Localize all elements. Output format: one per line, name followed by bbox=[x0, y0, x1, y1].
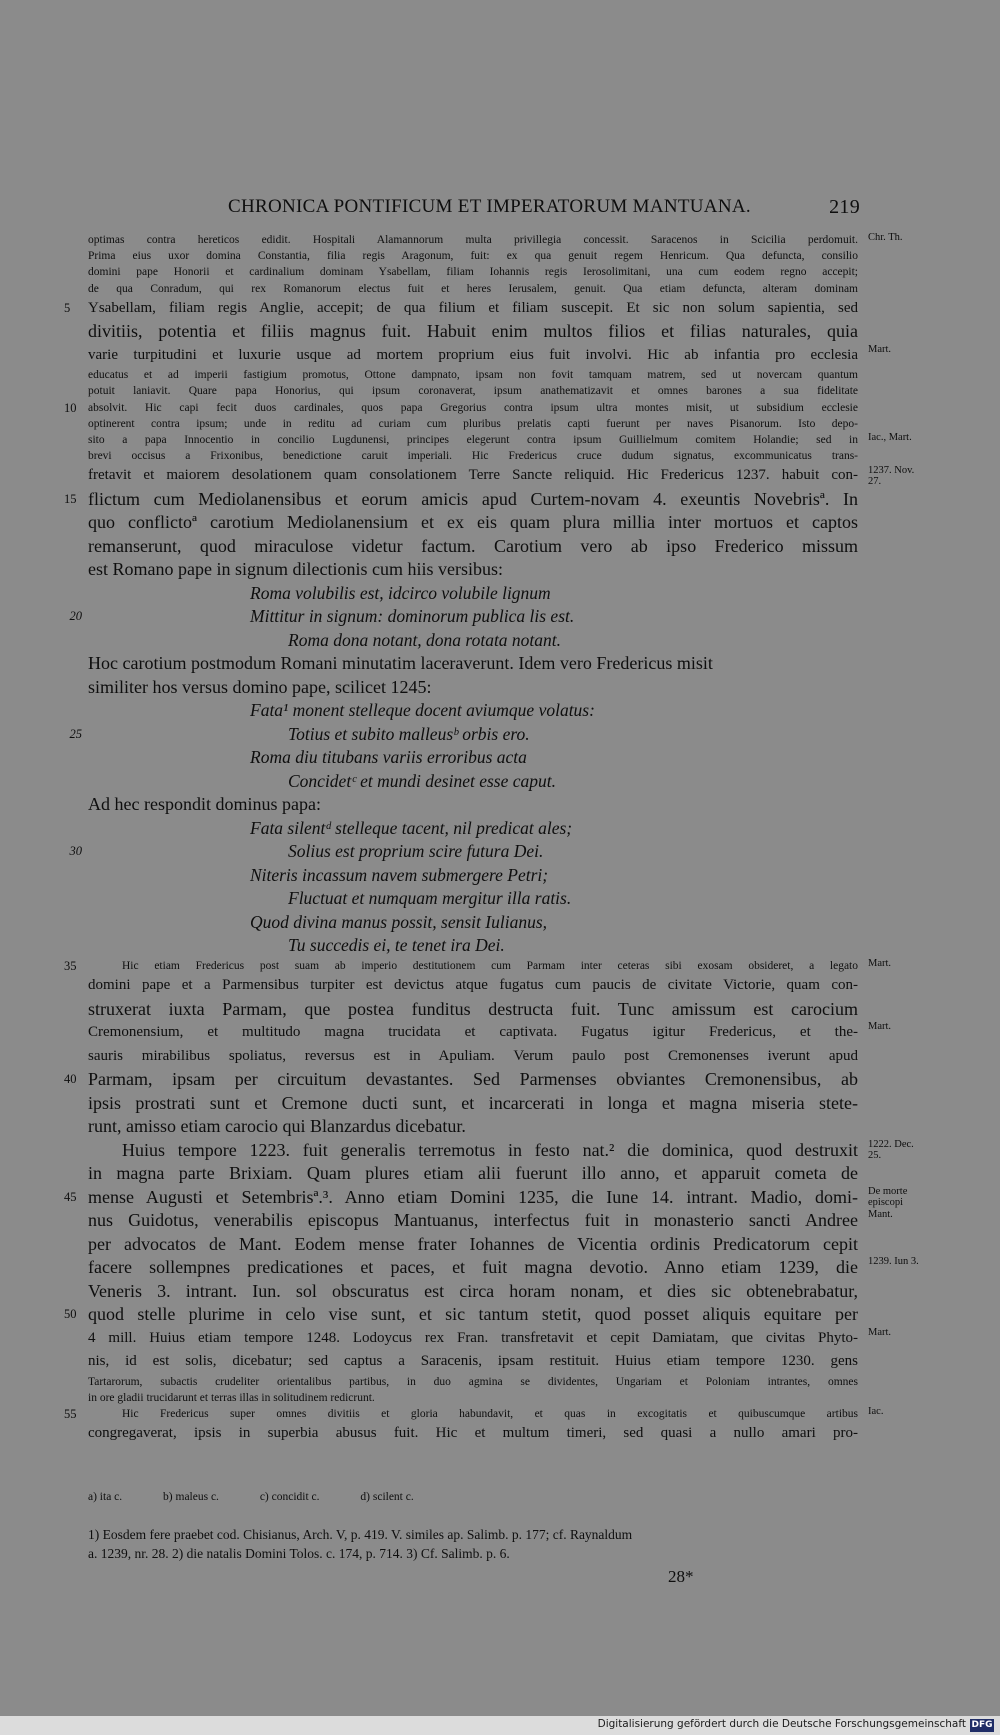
variant-note: a) ita c. bbox=[88, 1491, 123, 1503]
text-line bbox=[64, 297, 858, 321]
line-text: congregaverat, ipsis in superbia abusus fuit. Hic et multum timeri, sed quasi a nullo amari pro- bbox=[88, 1425, 858, 1442]
line-text: Parmam, ipsam per circuitum devastantes. Sed Parmenses obviantes Cremonensibus, ab bbox=[88, 1069, 858, 1090]
line-number: 50 bbox=[64, 1307, 77, 1322]
line-text: Hoc carotium postmodum Romani minutatim laceraverunt. Idem vero Fredericus misit bbox=[88, 653, 713, 674]
line-text: ipsis prostrati sunt et Cremone ducti sunt, et incarcerati in longa et magna miseria stete- bbox=[88, 1092, 858, 1113]
margin-note: Chr. Th. bbox=[868, 232, 903, 243]
text-line bbox=[88, 383, 858, 399]
line-text: remanserunt, quod miraculose videtur factum. Carotium vero ab ipso Frederico missum bbox=[88, 535, 858, 556]
variant-note: d) scilent c. bbox=[360, 1491, 414, 1503]
line-text: Fluctuat et numquam mergitur illa ratis. bbox=[288, 888, 572, 909]
line-text: Totius et subito malleusᵇ orbis ero. bbox=[288, 723, 530, 744]
main-text bbox=[64, 232, 858, 1446]
credit-text: Digitalisierung gefördert durch die Deutsche Forschungsgemeinschaft bbox=[597, 1718, 966, 1730]
text-line bbox=[88, 448, 858, 464]
line-text: potuit laniavit. Quare papa Honorius, qui ipsum coronaverat, ipsum anathematizavit et omnes barones a sua fidelitate bbox=[88, 385, 858, 398]
text-line bbox=[88, 1422, 858, 1446]
text-line bbox=[88, 793, 858, 817]
text-line bbox=[88, 676, 858, 700]
line-text: Veneris 3. intrant. Iun. sol obscuratus est circa horam nonam, et dies sic obtenebrabatur, bbox=[88, 1280, 858, 1301]
text-line bbox=[88, 232, 858, 248]
text-line bbox=[88, 582, 858, 606]
text-line bbox=[88, 864, 858, 888]
line-number: 25 bbox=[69, 726, 82, 741]
line-text: est Romano pape in signum dilectionis cum hiis versibus: bbox=[88, 559, 503, 580]
line-text: Cremonensium, et multitudo magna trucidata et captivata. Fugatus igitur Fredericus, et the- bbox=[88, 1024, 858, 1041]
line-text: domini pape et a Parmensibus turpiter est devictus atque fugatus cum paucis de civitate Victorie, quam con- bbox=[88, 977, 858, 994]
line-number: 20 bbox=[69, 609, 82, 624]
text-line bbox=[88, 367, 858, 383]
text-line bbox=[88, 746, 858, 770]
line-text: divitiis, potentia et filiis magnus fuit. Habuit enim multos filios et filias naturales, quia bbox=[88, 321, 858, 342]
margin-note: Mart. bbox=[868, 958, 892, 969]
line-text: mense Augusti et Setembrisª.³. Anno etiam Domini 1235, die Iune 14. intrant. Madio, domi- bbox=[88, 1186, 858, 1207]
line-number: 10 bbox=[64, 400, 77, 415]
line-text: Fata silentᵈ stelleque tacent, nil predicat ales; bbox=[250, 817, 573, 838]
line-text: Tartarorum, subactis crudeliter orientalibus partibus, in duo agmina se dividentes, Ungariam et Poloniam intrantes, omnes bbox=[88, 1375, 858, 1388]
line-text: Niteris incassum navem submergere Petri; bbox=[250, 864, 549, 885]
text-line bbox=[88, 934, 858, 958]
margin-note: Mart. bbox=[868, 1021, 892, 1033]
line-text: fretavit et maiorem desolationem quam consolationem Terre Sancte reliquid. Hic Fredericus 1237. habuit con- bbox=[88, 467, 858, 484]
line-number: 40 bbox=[64, 1072, 77, 1087]
line-text: similiter hos versus domino pape, scilicet 1245: bbox=[88, 676, 432, 697]
line-text: optimas contra hereticos edidit. Hospitali Alamannorum multa privillegia concessit. Saracenos in Scicilia perdomuit. bbox=[88, 234, 858, 246]
text-line bbox=[88, 1162, 858, 1186]
text-line bbox=[88, 344, 858, 368]
line-text: runt, amisso etiam carocio qui Blanzardus dicebatur. bbox=[88, 1116, 466, 1137]
line-text: Fata¹ monent stelleque docent aviumque volatus: bbox=[250, 700, 595, 721]
line-text: quo conflictoª carotium Mediolanensium et ex eis quam plura millia inter mortuos et captos bbox=[88, 512, 858, 533]
variant-note: c) concidit c. bbox=[259, 1491, 320, 1503]
footnote: a. 1239, nr. 28. 2) die natalis Domini Tolos. c. 174, p. 714. 3) Cf. Salimb. p. 6. bbox=[88, 1546, 510, 1561]
text-line bbox=[88, 817, 858, 841]
text-line bbox=[88, 1209, 858, 1233]
text-line bbox=[88, 264, 858, 280]
line-text: in ore gladii trucidarunt et terras illas in solitudinem redicrunt. bbox=[88, 1391, 375, 1404]
text-line bbox=[88, 629, 858, 653]
text-line bbox=[88, 887, 858, 911]
text-line bbox=[88, 911, 858, 935]
text-line bbox=[88, 1021, 858, 1045]
line-text: domini pape Honorii et cardinalium dominam Ysabellam, filiam Iohannis regis Ierosolimitani, una cum eodem regno accepit; bbox=[88, 266, 858, 279]
line-number: 35 bbox=[64, 958, 77, 973]
line-text: Huius tempore 1223. fuit generalis terremotus in festo nat.² die dominica, quod destruxit bbox=[122, 1139, 858, 1160]
margin-note: Iac., Mart. bbox=[868, 432, 912, 444]
margin-note: Iac. bbox=[868, 1406, 884, 1418]
margin-note: Mart. bbox=[868, 1326, 892, 1338]
line-text: optinerent contra ipsum; unde in reditu ad curiam cum pluribus prelatis capti fuerunt per naves Pisanorum. Isto depo- bbox=[88, 417, 858, 430]
digitization-bar bbox=[0, 1716, 1000, 1735]
text-line bbox=[64, 400, 858, 416]
text-line bbox=[88, 998, 858, 1022]
line-text: varie turpitudini et luxurie usque ad mortem proprium eius fuit involvi. Hic ab infantia pro ecclesia bbox=[88, 346, 858, 363]
margin-note: 1222. Dec. 25. bbox=[868, 1138, 914, 1162]
line-text: de qua Conradum, qui rex Romanorum electus fuit et heres Ierusalem, genuit. Qua etiam defuncta, alteram dominam bbox=[88, 282, 858, 295]
line-text: absolvit. Hic capi fecit duos cardinales, quos papa Gregorius contra ipsum ultra montes misit, ut subsidium ecclesie bbox=[88, 401, 858, 414]
line-text: Hic etiam Fredericus post suam ab imperio destitutionem cum Parmam inter ceteras sibi exosam obsideret, a legato bbox=[122, 959, 858, 972]
text-line bbox=[88, 1233, 858, 1257]
text-line bbox=[88, 1256, 858, 1280]
text-line bbox=[88, 416, 858, 432]
text-line bbox=[64, 1406, 858, 1422]
text-line bbox=[88, 511, 858, 535]
line-text: educatus et ad imperii fastigium promotus, Ottone dampnato, ipsam non fovit tamquam matrem, sed ut novercam quantum bbox=[88, 369, 858, 382]
text-line bbox=[88, 652, 858, 676]
line-text: facere sollempnes predicationes et paces, et fuit magna devotio. Anno etiam 1239, die bbox=[88, 1257, 858, 1278]
line-text: Ysabellam, filiam regis Anglie, accepit; de qua filium et filiam suscepit. Et sic non solum sapientia, sed bbox=[88, 299, 858, 316]
line-text: sito a papa Innocentio in concilio Lugdunensi, principes elegerunt contra ipsum Guillielmum comitem Holandie; sed in bbox=[88, 434, 858, 446]
signature-mark: 28* bbox=[668, 1567, 694, 1586]
text-line bbox=[88, 1092, 858, 1116]
text-line bbox=[88, 1139, 858, 1163]
margin-note: 1239. Iun 3. bbox=[868, 1256, 919, 1268]
line-text: Roma volubilis est, idcirco volubile lignum bbox=[250, 582, 551, 603]
margin-note: 1237. Nov. 27. bbox=[868, 464, 915, 487]
margin-note: Mart. bbox=[868, 343, 892, 355]
footnote: 1) Eosdem fere praebet cod. Chisianus, Arch. V, p. 419. V. similes ap. Salimb. p. 177; cf. Raynaldum bbox=[88, 1527, 633, 1542]
text-line bbox=[88, 1390, 858, 1406]
line-text: Solius est proprium scire futura Dei. bbox=[288, 841, 544, 862]
text-line bbox=[88, 320, 858, 344]
line-text: Ad hec respondit dominus papa: bbox=[88, 794, 321, 815]
line-text: Tu succedis ei, te tenet ira Dei. bbox=[288, 935, 505, 956]
dfg-logo: DFG bbox=[971, 1720, 993, 1730]
line-text: brevi occisus a Frixonibus, benedictione caruit imperiali. Hic Fredericus cruce dudum signatus, excommunicatus trans- bbox=[88, 450, 858, 463]
page-number: 219 bbox=[829, 196, 860, 218]
text-line bbox=[88, 974, 858, 998]
line-text: Roma diu titubans variis erroribus acta bbox=[250, 747, 527, 768]
text-line bbox=[88, 1045, 858, 1069]
text-line bbox=[69, 840, 858, 864]
line-text: Mittitur in signum: dominorum publica lis est. bbox=[250, 606, 575, 627]
text-line bbox=[88, 432, 858, 448]
line-text: struxerat iuxta Parmam, que postea funditus destructa fuit. Tunc amissum est carocium bbox=[88, 998, 858, 1019]
line-text: quod stelle plurime in celo vise sunt, et sic tantum stetit, quod posset aliquis equitare per bbox=[88, 1304, 858, 1325]
text-line bbox=[88, 1280, 858, 1304]
line-text: per advocatos de Mant. Eodem mense frater Iohannes de Vicentia ordinis Predicatorum cepit bbox=[88, 1233, 858, 1254]
line-text: Prima eius uxor domina Constantia, filia regis Aragonum, fuit: ex qua genuit regem Henricum. Qua defuncta, consilio bbox=[88, 250, 858, 263]
variant-notes bbox=[88, 1491, 858, 1503]
text-line bbox=[88, 1115, 858, 1139]
text-line bbox=[88, 464, 858, 488]
text-line bbox=[64, 488, 858, 512]
text-line bbox=[64, 1068, 858, 1092]
text-line bbox=[88, 1327, 858, 1351]
line-text: sauris mirabilibus spoliatus, reversus est in Apuliam. Verum paulo post Cremonenses iverunt apud bbox=[88, 1047, 858, 1064]
text-line bbox=[69, 605, 858, 629]
line-number: 5 bbox=[64, 300, 71, 315]
text-line bbox=[88, 1350, 858, 1374]
text-line bbox=[88, 770, 858, 794]
line-text: flictum cum Mediolanensibus et eorum amicis apud Curtem-novam 4. exeuntis Novebrisª. In bbox=[88, 488, 858, 509]
line-number: 45 bbox=[64, 1189, 77, 1204]
margin-note: De morte episcopi Mant. bbox=[868, 1185, 908, 1220]
text-line bbox=[88, 1374, 858, 1390]
line-text: 4 mill. Huius etiam tempore 1248. Lodoycus rex Fran. transfretavit et cepit Damiatam, que civitas Phyto- bbox=[88, 1329, 858, 1346]
running-title: CHRONICA PONTIFICUM ET IMPERATORUM MANTUANA. bbox=[228, 196, 751, 217]
line-text: Concidetᶜ et mundi desinet esse caput. bbox=[288, 770, 557, 791]
text-line bbox=[88, 535, 858, 559]
text-line bbox=[88, 248, 858, 264]
line-text: Hic Fredericus super omnes divitiis et gloria habundavit, et quas in excogitatis et quibuscumque artibus bbox=[122, 1407, 858, 1420]
variant-note: b) maleus c. bbox=[163, 1491, 219, 1503]
line-text: Quod divina manus possit, sensit Iulianus, bbox=[250, 911, 548, 932]
text-line bbox=[69, 723, 858, 747]
text-line bbox=[64, 1303, 858, 1327]
text-line bbox=[88, 699, 858, 723]
line-number: 15 bbox=[64, 491, 77, 506]
line-number: 30 bbox=[69, 844, 82, 859]
text-line bbox=[64, 958, 858, 974]
line-text: nis, id est solis, dicebatur; sed captus a Saracenis, ipsam restituit. Huius etiam tempore 1230. gens bbox=[88, 1353, 858, 1370]
text-line bbox=[88, 281, 858, 297]
running-header bbox=[0, 196, 1000, 220]
line-text: in magna parte Brixiam. Quam plures etiam alii fuerunt illo anno, et apparuit cometa de bbox=[88, 1163, 858, 1184]
text-line bbox=[88, 558, 858, 582]
line-number: 55 bbox=[64, 1406, 77, 1421]
line-text: nus Guidotus, venerabilis episcopus Mantuanus, interfectus fuit in monasterio sancti Andree bbox=[88, 1210, 858, 1231]
line-text: Roma dona notant, dona rotata notant. bbox=[288, 629, 562, 650]
text-line bbox=[64, 1186, 858, 1210]
